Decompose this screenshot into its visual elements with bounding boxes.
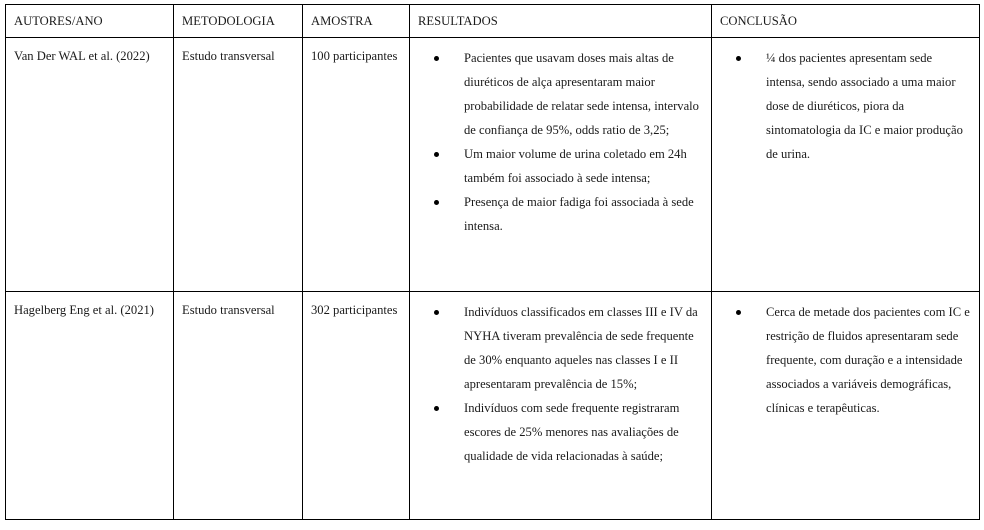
cell-amostra: 100 participantes xyxy=(303,38,410,292)
list-item: Cerca de metade dos pacientes com IC e restrição de fluidos apresentaram sede frequente, com duração e a intensidade associados a variáveis demográficas, clínicas e terapêuticas. xyxy=(766,300,971,420)
cell-conclusao xyxy=(712,292,980,520)
conclusao-list xyxy=(720,300,971,420)
table-row xyxy=(6,38,980,292)
resultados-list xyxy=(418,300,703,468)
header-conclusao: CONCLUSÃO xyxy=(712,5,980,38)
cell-autores: Hagelberg Eng et al. (2021) xyxy=(6,292,174,520)
cell-conclusao xyxy=(712,38,980,292)
list-item: Indivíduos com sede frequente registraram escores de 25% menores nas avaliações de qualidade de vida relacionadas à saúde; xyxy=(464,396,703,468)
list-item: Indivíduos classificados em classes III e IV da NYHA tiveram prevalência de sede frequente de 30% enquanto aqueles nas classes I e II apresentaram prevalência de 15%; xyxy=(464,300,703,396)
list-item: Presença de maior fadiga foi associada à sede intensa. xyxy=(464,190,703,238)
list-item: Pacientes que usavam doses mais altas de diuréticos de alça apresentaram maior probabilidade de relatar sede intensa, intervalo de confiança de 95%, odds ratio de 3,25; xyxy=(464,46,703,142)
header-row xyxy=(6,5,980,38)
cell-metodologia: Estudo transversal xyxy=(174,292,303,520)
cell-resultados xyxy=(410,38,712,292)
header-amostra: AMOSTRA xyxy=(303,5,410,38)
cell-metodologia: Estudo transversal xyxy=(174,38,303,292)
cell-amostra: 302 participantes xyxy=(303,292,410,520)
header-metodologia: METODOLOGIA xyxy=(174,5,303,38)
header-resultados: RESULTADOS xyxy=(410,5,712,38)
resultados-list xyxy=(418,46,703,238)
header-autores: AUTORES/ANO xyxy=(6,5,174,38)
list-item: ¼ dos pacientes apresentam sede intensa, sendo associado a uma maior dose de diuréticos, piora da sintomatologia da IC e maior produção de urina. xyxy=(766,46,971,166)
cell-autores: Van Der WAL et al. (2022) xyxy=(6,38,174,292)
list-item: Um maior volume de urina coletado em 24h também foi associado à sede intensa; xyxy=(464,142,703,190)
conclusao-list xyxy=(720,46,971,166)
table-row xyxy=(6,292,980,520)
cell-resultados xyxy=(410,292,712,520)
studies-table xyxy=(5,4,980,520)
